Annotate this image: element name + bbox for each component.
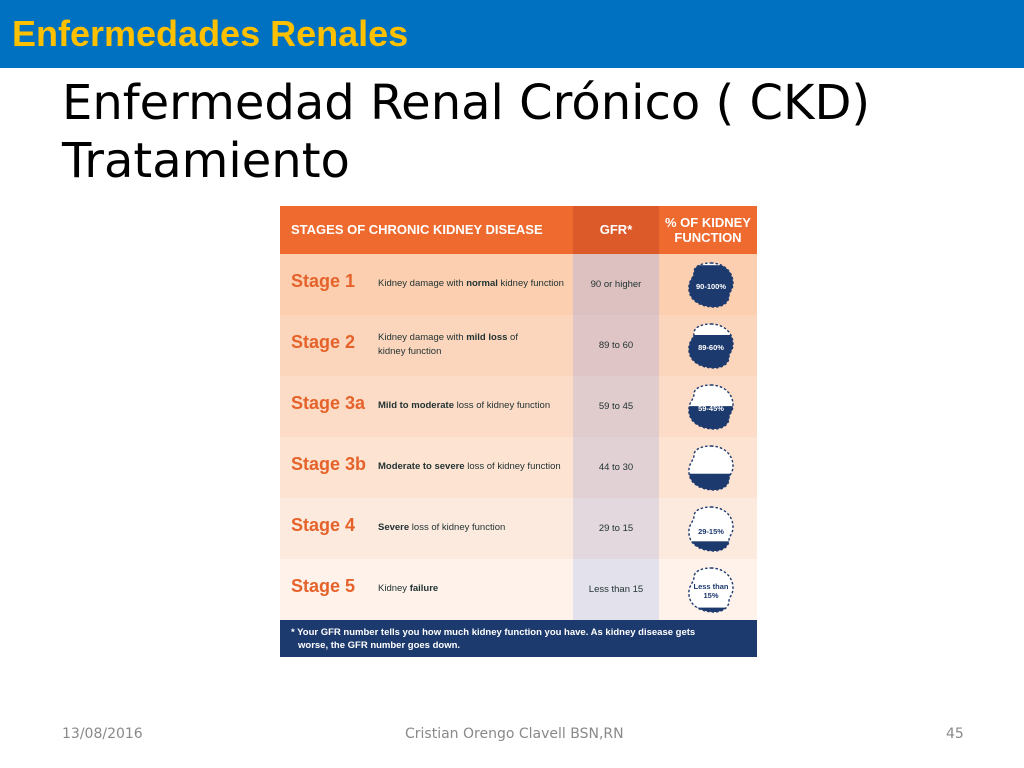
gfr-value: 89 to 60 xyxy=(573,315,659,376)
gfr-value: 29 to 15 xyxy=(573,498,659,559)
header-title: Enfermedades Renales xyxy=(12,13,409,54)
footnote-line1: * Your GFR number tells you how much kidney function you have. As kidney disease gets xyxy=(291,627,696,638)
stage-description-text: Kidney damage with xyxy=(378,278,467,289)
stage-description-emphasis: Mild to moderate xyxy=(378,400,455,411)
stage-description-text: kidney function xyxy=(497,278,564,289)
gfr-value: Less than 15 xyxy=(573,559,659,620)
slide-title-line2: Tratamiento xyxy=(62,133,350,189)
footer-page-number: 45 xyxy=(946,726,964,742)
footer-date: 13/08/2016 xyxy=(62,726,143,742)
header-gfr: GFR* xyxy=(573,206,659,254)
stage-description xyxy=(378,521,568,535)
stage-label: Stage 5 xyxy=(291,576,356,596)
stage-description-emphasis: mild loss xyxy=(466,332,508,343)
header-kidney-function xyxy=(659,215,757,245)
slide-title xyxy=(62,74,962,190)
stage-label: Stage 4 xyxy=(291,515,356,535)
gfr-value: 59 to 45 xyxy=(573,376,659,437)
kidney-function-label: 29-15% xyxy=(698,527,724,536)
table-row xyxy=(280,254,757,315)
table-row xyxy=(280,376,757,437)
stage-description xyxy=(378,399,568,413)
kidney-fill-level xyxy=(685,335,737,371)
stage-label: Stage 1 xyxy=(291,271,356,291)
table-header xyxy=(280,206,757,254)
header-kidney-function-line1: % OF KIDNEY xyxy=(665,215,751,230)
slide-title-line1: Enfermedad Renal Crónico ( CKD) xyxy=(62,75,871,131)
stage-description-emphasis: Moderate to severe xyxy=(378,461,465,472)
stage-label: Stage 3a xyxy=(291,393,366,413)
kidney-function-label: 15% xyxy=(703,591,719,600)
table-row xyxy=(280,437,757,498)
header-kidney-function-line2: FUNCTION xyxy=(674,230,742,245)
stage-description-text: of kidney function xyxy=(378,332,518,357)
kidney-function-label: 90-100% xyxy=(695,282,727,291)
kidney-function-icon xyxy=(685,504,737,554)
stage-description-emphasis: failure xyxy=(409,583,439,594)
stage-description xyxy=(378,582,568,596)
footer-author: Cristian Orengo Clavell BSN,RN xyxy=(405,726,624,742)
footnote-line2: worse, the GFR number goes down. xyxy=(298,640,461,651)
stage-description-emphasis: normal xyxy=(466,278,498,289)
gfr-value: 90 or higher xyxy=(573,254,659,315)
stage-label: Stage 2 xyxy=(291,332,356,352)
kidney-function-icon xyxy=(685,565,737,615)
kidney-function-label: 59-45% xyxy=(698,404,724,413)
stage-description xyxy=(378,331,528,359)
stage-description-text: loss of kidney function xyxy=(464,461,561,472)
table-footnote xyxy=(280,620,757,657)
stage-description-text: loss of kidney function xyxy=(454,400,551,411)
kidney-function-icon xyxy=(685,443,737,493)
table-row xyxy=(280,559,757,620)
stage-label: Stage 3b xyxy=(291,454,367,474)
kidney-function-label: 89-60% xyxy=(698,343,724,352)
ckd-stages-table xyxy=(280,206,757,657)
table-row xyxy=(280,498,757,559)
header-bar xyxy=(0,0,1024,68)
kidney-function-icon xyxy=(685,260,737,310)
kidney-function-label: 44-30% xyxy=(698,476,724,485)
kidney-function-label: Less than xyxy=(693,582,729,591)
kidney-fill-level xyxy=(685,608,737,615)
stage-description xyxy=(378,277,568,291)
stage-description xyxy=(378,460,568,474)
stage-description-text: Kidney damage with xyxy=(378,332,467,343)
stage-description-emphasis: Severe xyxy=(378,522,410,533)
stage-description-text: Kidney xyxy=(378,583,410,594)
gfr-value: 44 to 30 xyxy=(573,437,659,498)
header-stages: STAGES OF CHRONIC KIDNEY DISEASE xyxy=(291,222,543,237)
kidney-function-icon xyxy=(685,382,737,432)
table-row xyxy=(280,315,757,376)
kidney-function-icon xyxy=(685,321,737,371)
stage-description-text: loss of kidney function xyxy=(409,522,506,533)
